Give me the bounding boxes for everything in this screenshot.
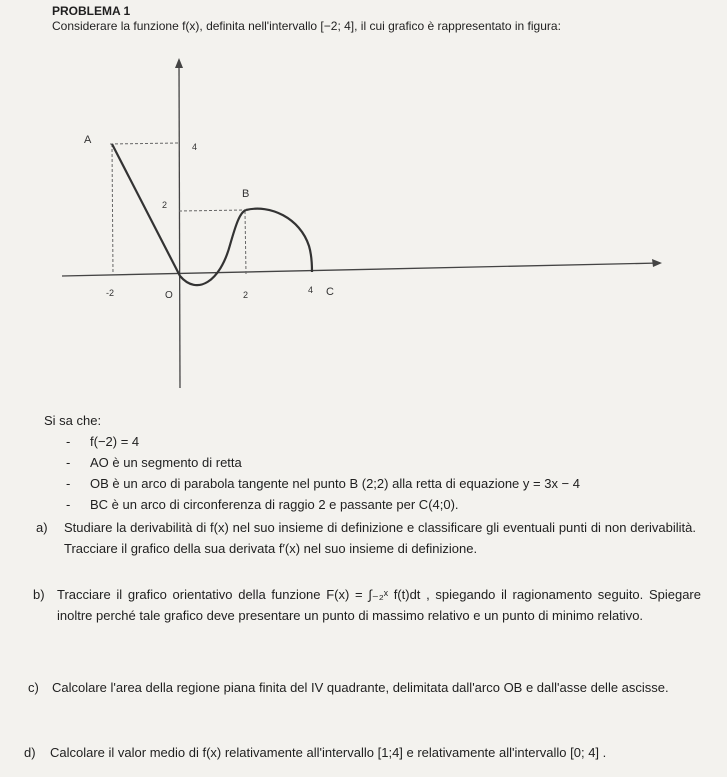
question-d: [24, 742, 714, 763]
question-a-label: a): [36, 520, 48, 535]
x-axis: [62, 263, 660, 276]
given-item: - f(−2) = 4: [66, 431, 580, 452]
question-c: [28, 677, 704, 698]
given-conditions: [44, 410, 580, 515]
point-label-C: C: [326, 286, 334, 298]
given-list: [44, 431, 580, 515]
y-tick-4: 4: [192, 142, 198, 152]
guide-B-vertical: [245, 211, 246, 274]
point-label-B: B: [242, 188, 250, 200]
x-axis-arrow: [652, 259, 662, 267]
question-b-label: b): [33, 587, 45, 602]
question-d-text: Calcolare il valor medio di f(x) relativamente all'intervallo [1;4] e relativamente all'intervallo [0; 4] .: [50, 745, 607, 760]
problem-title: PROBLEMA 1: [52, 4, 131, 18]
origin-label: O: [165, 290, 173, 301]
given-item: - OB è un arco di parabola tangente nel punto B (2;2) alla retta di equazione y = 3x − 4: [66, 473, 580, 494]
y-axis-arrow: [175, 58, 183, 68]
y-tick-2: 2: [162, 200, 168, 210]
given-item: - BC è un arco di circonferenza di raggio 2 e passante per C(4;0).: [66, 494, 580, 515]
x-tick-4: 4: [308, 285, 314, 295]
segment-AO: [112, 144, 180, 276]
given-item: - AO è un segmento di retta: [66, 452, 580, 473]
x-tick-2: 2: [243, 290, 249, 300]
point-label-A: A: [84, 134, 92, 146]
question-b: [33, 584, 701, 626]
x-tick-minus-2: -2: [106, 288, 115, 298]
question-d-label: d): [24, 745, 36, 760]
problem-intro: Considerare la funzione f(x), definita nell'intervallo [−2; 4], il cui grafico è rappresentato in figura:: [52, 19, 561, 33]
y-axis: [179, 62, 180, 388]
guide-A-vertical: [112, 144, 113, 275]
question-c-label: c): [28, 680, 39, 695]
circle-arc-BC: [246, 209, 312, 272]
question-a-text: Studiare la derivabilità di f(x) nel suo insieme di definizione e classificare gli eventuali punti di non derivabilità. Tracciare il grafico della sua derivata f′(x) nel suo insieme di definizione.: [64, 520, 696, 556]
question-a: [36, 517, 696, 559]
guide-B-horizontal: [179, 210, 245, 211]
question-b-text: Tracciare il grafico orientativo della funzione F(x) = ∫₋₂ˣ f(t)dt , spiegando il ragionamento seguito. Spiegare inoltre perché tale grafico deve presentare un punto di massimo relativo e un punto di minimo relativo.: [57, 587, 701, 623]
guide-A-horizontal: [110, 143, 179, 144]
question-c-text: Calcolare l'area della regione piana finita del IV quadrante, delimitata dall'arco OB e dall'asse delle ascisse.: [52, 680, 669, 695]
given-intro: Si sa che:: [44, 413, 102, 428]
